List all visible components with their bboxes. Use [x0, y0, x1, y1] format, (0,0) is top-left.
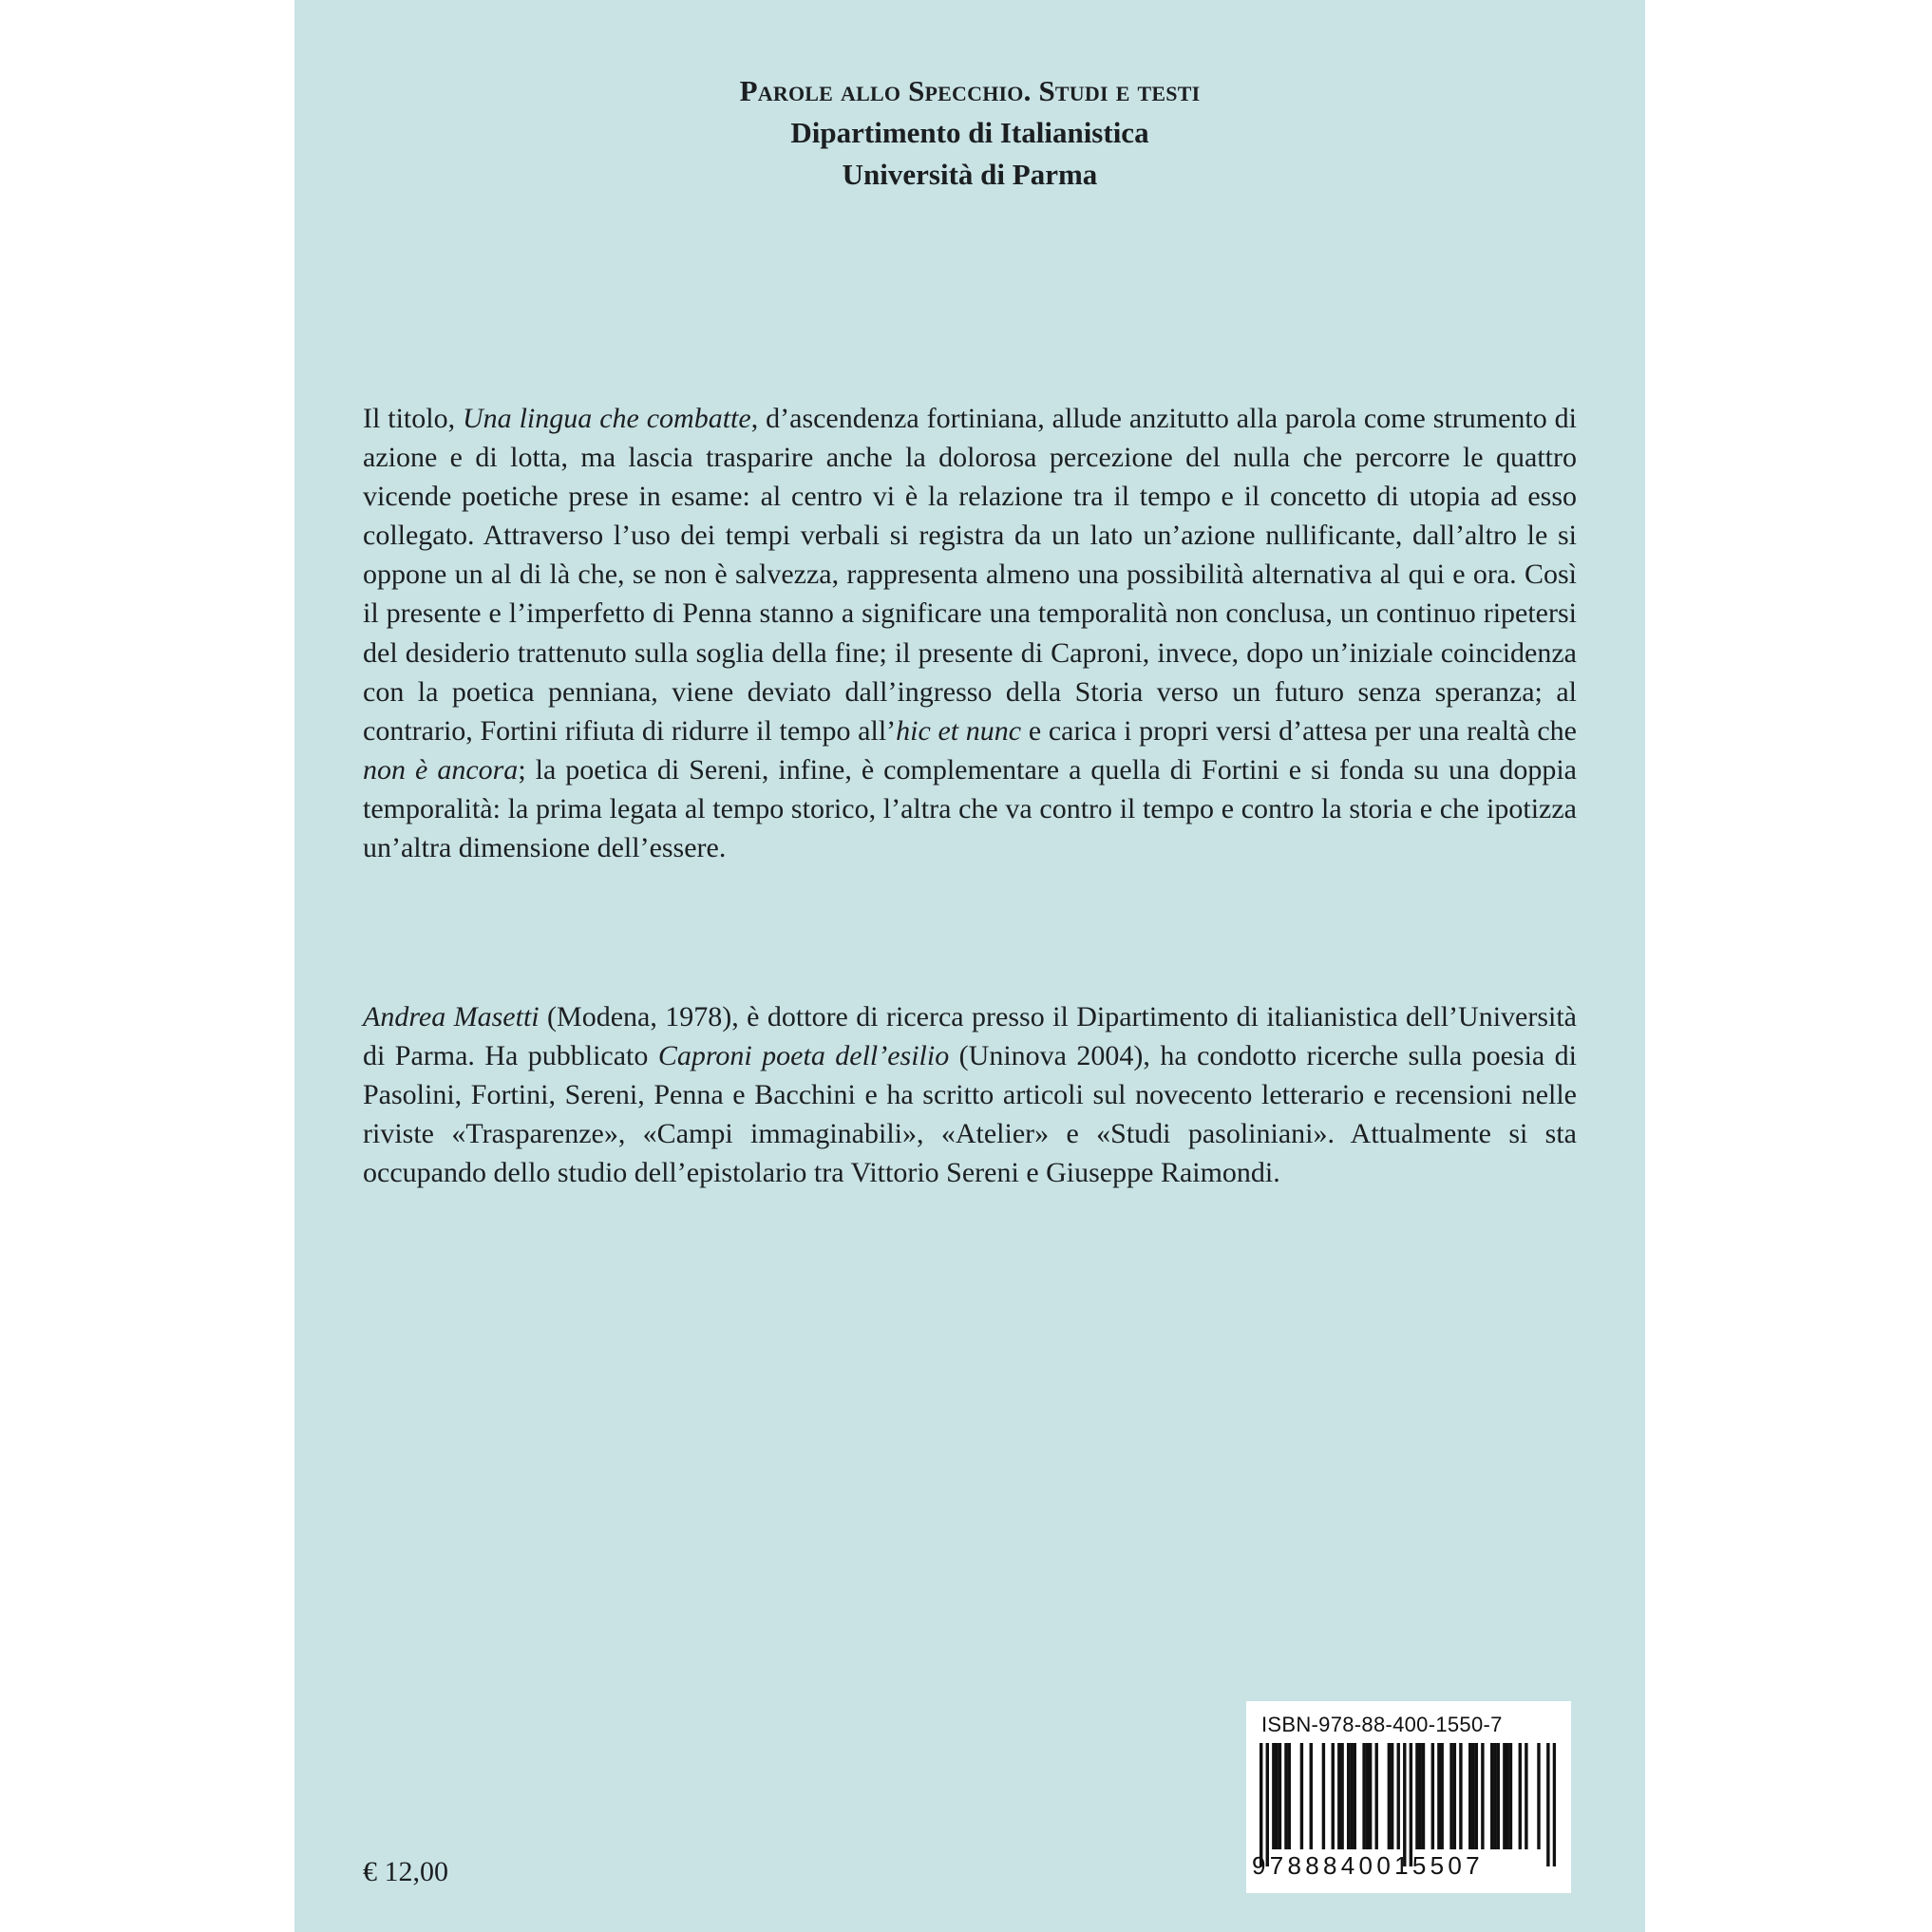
- barcode-bar: [1415, 1743, 1418, 1849]
- book-title: Una lingua che combatte: [463, 403, 751, 434]
- barcode-bar: [1519, 1743, 1522, 1849]
- italic-phrase: non è ancora: [363, 753, 519, 786]
- barcode-bar: [1418, 1743, 1421, 1849]
- barcode-bar: [1300, 1743, 1303, 1849]
- latin-phrase: hic et nunc: [896, 714, 1022, 747]
- barcode-bar: [1437, 1743, 1440, 1849]
- isbn-label: ISBN-978-88-400-1550-7: [1261, 1713, 1503, 1736]
- synopsis-paragraph: [363, 399, 1577, 867]
- barcode-bar: [1459, 1743, 1462, 1849]
- barcode-bar: [1410, 1743, 1412, 1866]
- barcode-bar: [1509, 1743, 1512, 1849]
- author-bio-paragraph: [363, 997, 1577, 1192]
- back-cover: [294, 0, 1645, 1932]
- barcode-bar: [1546, 1743, 1549, 1866]
- barcode-bar: [1322, 1743, 1325, 1849]
- barcode-bar: [1375, 1743, 1378, 1849]
- barcode-bar: [1288, 1743, 1291, 1849]
- barcode-bar: [1471, 1743, 1474, 1849]
- barcode-bar: [1468, 1743, 1471, 1849]
- barcode-bar: [1266, 1743, 1269, 1866]
- isbn-barcode: [1246, 1701, 1571, 1893]
- barcode-bar: [1525, 1743, 1527, 1849]
- barcode-bar: [1506, 1743, 1508, 1849]
- synopsis-text: e carica i propri versi d’attesa per una realtà che: [1021, 714, 1577, 747]
- author-bio-text: (Uninova 2004), ha condotto ricerche sulla poesia di Pasolini, Fortini, Sereni, Penna e Bacchini e ha scritto articoli sul novecento letterario e recensioni nelle riviste «Trasparenze», «Campi immaginabili», «Atelier» e «Studi pasoliniani». Attualmente si sta occupando dello studio dell’epistolario tra Vittorio Sereni e Giuseppe Raimondi.: [363, 1040, 1578, 1189]
- barcode-bar: [1369, 1743, 1372, 1849]
- barcode-bar: [1340, 1743, 1343, 1849]
- barcode-bar: [1475, 1743, 1478, 1849]
- author-name: Andrea Masetti: [363, 1001, 540, 1032]
- barcode-bar: [1503, 1743, 1506, 1849]
- previous-book-title: Caproni poeta dell’esilio: [657, 1040, 950, 1072]
- barcode-bar: [1449, 1743, 1452, 1849]
- barcode-bar: [1272, 1743, 1275, 1849]
- barcode-bar: [1279, 1743, 1281, 1849]
- barcode-bar: [1347, 1743, 1350, 1849]
- barcode-bar: [1440, 1743, 1443, 1849]
- barcode-bar: [1388, 1743, 1391, 1849]
- series-header: [294, 70, 1645, 196]
- synopsis-text: , d’ascendenza fortiniana, allude anzitutto alla parola come strumento di azione e di lotta, ma lascia trasparire anche la dolorosa percezione del nulla che percorre le quattro vicende poetiche prese in esame: al centro vi è la relazione tra il tempo e il concetto di utopia ad esso collegato. Attraverso l’uso dei tempi verbali si registra da un lato un’azione nullificante, dall’altro le si oppone un al di là che, se non è salvezza, rappresenta almeno una possibilità alternativa al qui e ora. Così il presente e l’imperfetto di Penna stanno a significare una temporalità non conclusa, un continuo ripetersi del desiderio trattenuto sulla soglia della fine; il presente di Caproni, invece, dopo un’iniziale coincidenza con la poetica penniana, viene deviato dall’ingresso della Storia verso un futuro senza speranza; al contrario, Fortini rifiuta di ridurre il tempo all’: [363, 403, 1577, 747]
- barcode-bar: [1453, 1743, 1456, 1849]
- barcode-bar: [1310, 1743, 1313, 1849]
- barcode-bar: [1354, 1743, 1356, 1849]
- synopsis-text: ; la poetica di Sereni, infine, è complementare a quella di Fortini e si fonda su una doppia temporalità: la prima legata al tempo storico, l’altra che va contro il tempo e contro la storia e che ipotizza un’altra dimensione dell’essere.: [363, 753, 1577, 864]
- barcode-bar: [1350, 1743, 1353, 1849]
- barcode-bar: [1260, 1743, 1262, 1866]
- barcode-bar: [1332, 1743, 1335, 1849]
- author-bio-text: (Modena, 1978), è dottore di ricerca presso il Dipartimento di italianistica dell’Università di Parma. Ha pubblicato: [363, 1001, 1577, 1072]
- barcode-bar: [1553, 1743, 1556, 1866]
- barcode-bar: [1481, 1743, 1484, 1849]
- barcode-bar: [1275, 1743, 1278, 1849]
- university-name: Università di Parma: [842, 158, 1098, 191]
- barcode-bar: [1337, 1743, 1340, 1849]
- synopsis-lead: Il titolo,: [363, 403, 464, 434]
- department-name: Dipartimento di Italianistica: [790, 116, 1149, 149]
- series-title: Parole allo Specchio. Studi e testi: [739, 74, 1201, 107]
- ean-digits: 9788840015507: [1252, 1851, 1484, 1880]
- barcode-bar: [1431, 1743, 1434, 1849]
- barcode-bar: [1397, 1743, 1400, 1849]
- barcode-bar: [1403, 1743, 1406, 1866]
- barcode-bar: [1422, 1743, 1425, 1849]
- barcode-bar: [1493, 1743, 1496, 1849]
- barcode-bar: [1362, 1743, 1365, 1849]
- barcode-bar: [1490, 1743, 1493, 1849]
- barcode-bar: [1366, 1743, 1369, 1849]
- barcode-bar: [1537, 1743, 1540, 1849]
- price-label: € 12,00: [363, 1856, 448, 1887]
- barcode-bar: [1497, 1743, 1500, 1849]
- barcode-bar: [1284, 1743, 1287, 1849]
- barcode-bars: [1260, 1743, 1556, 1866]
- barcode-bar: [1391, 1743, 1393, 1849]
